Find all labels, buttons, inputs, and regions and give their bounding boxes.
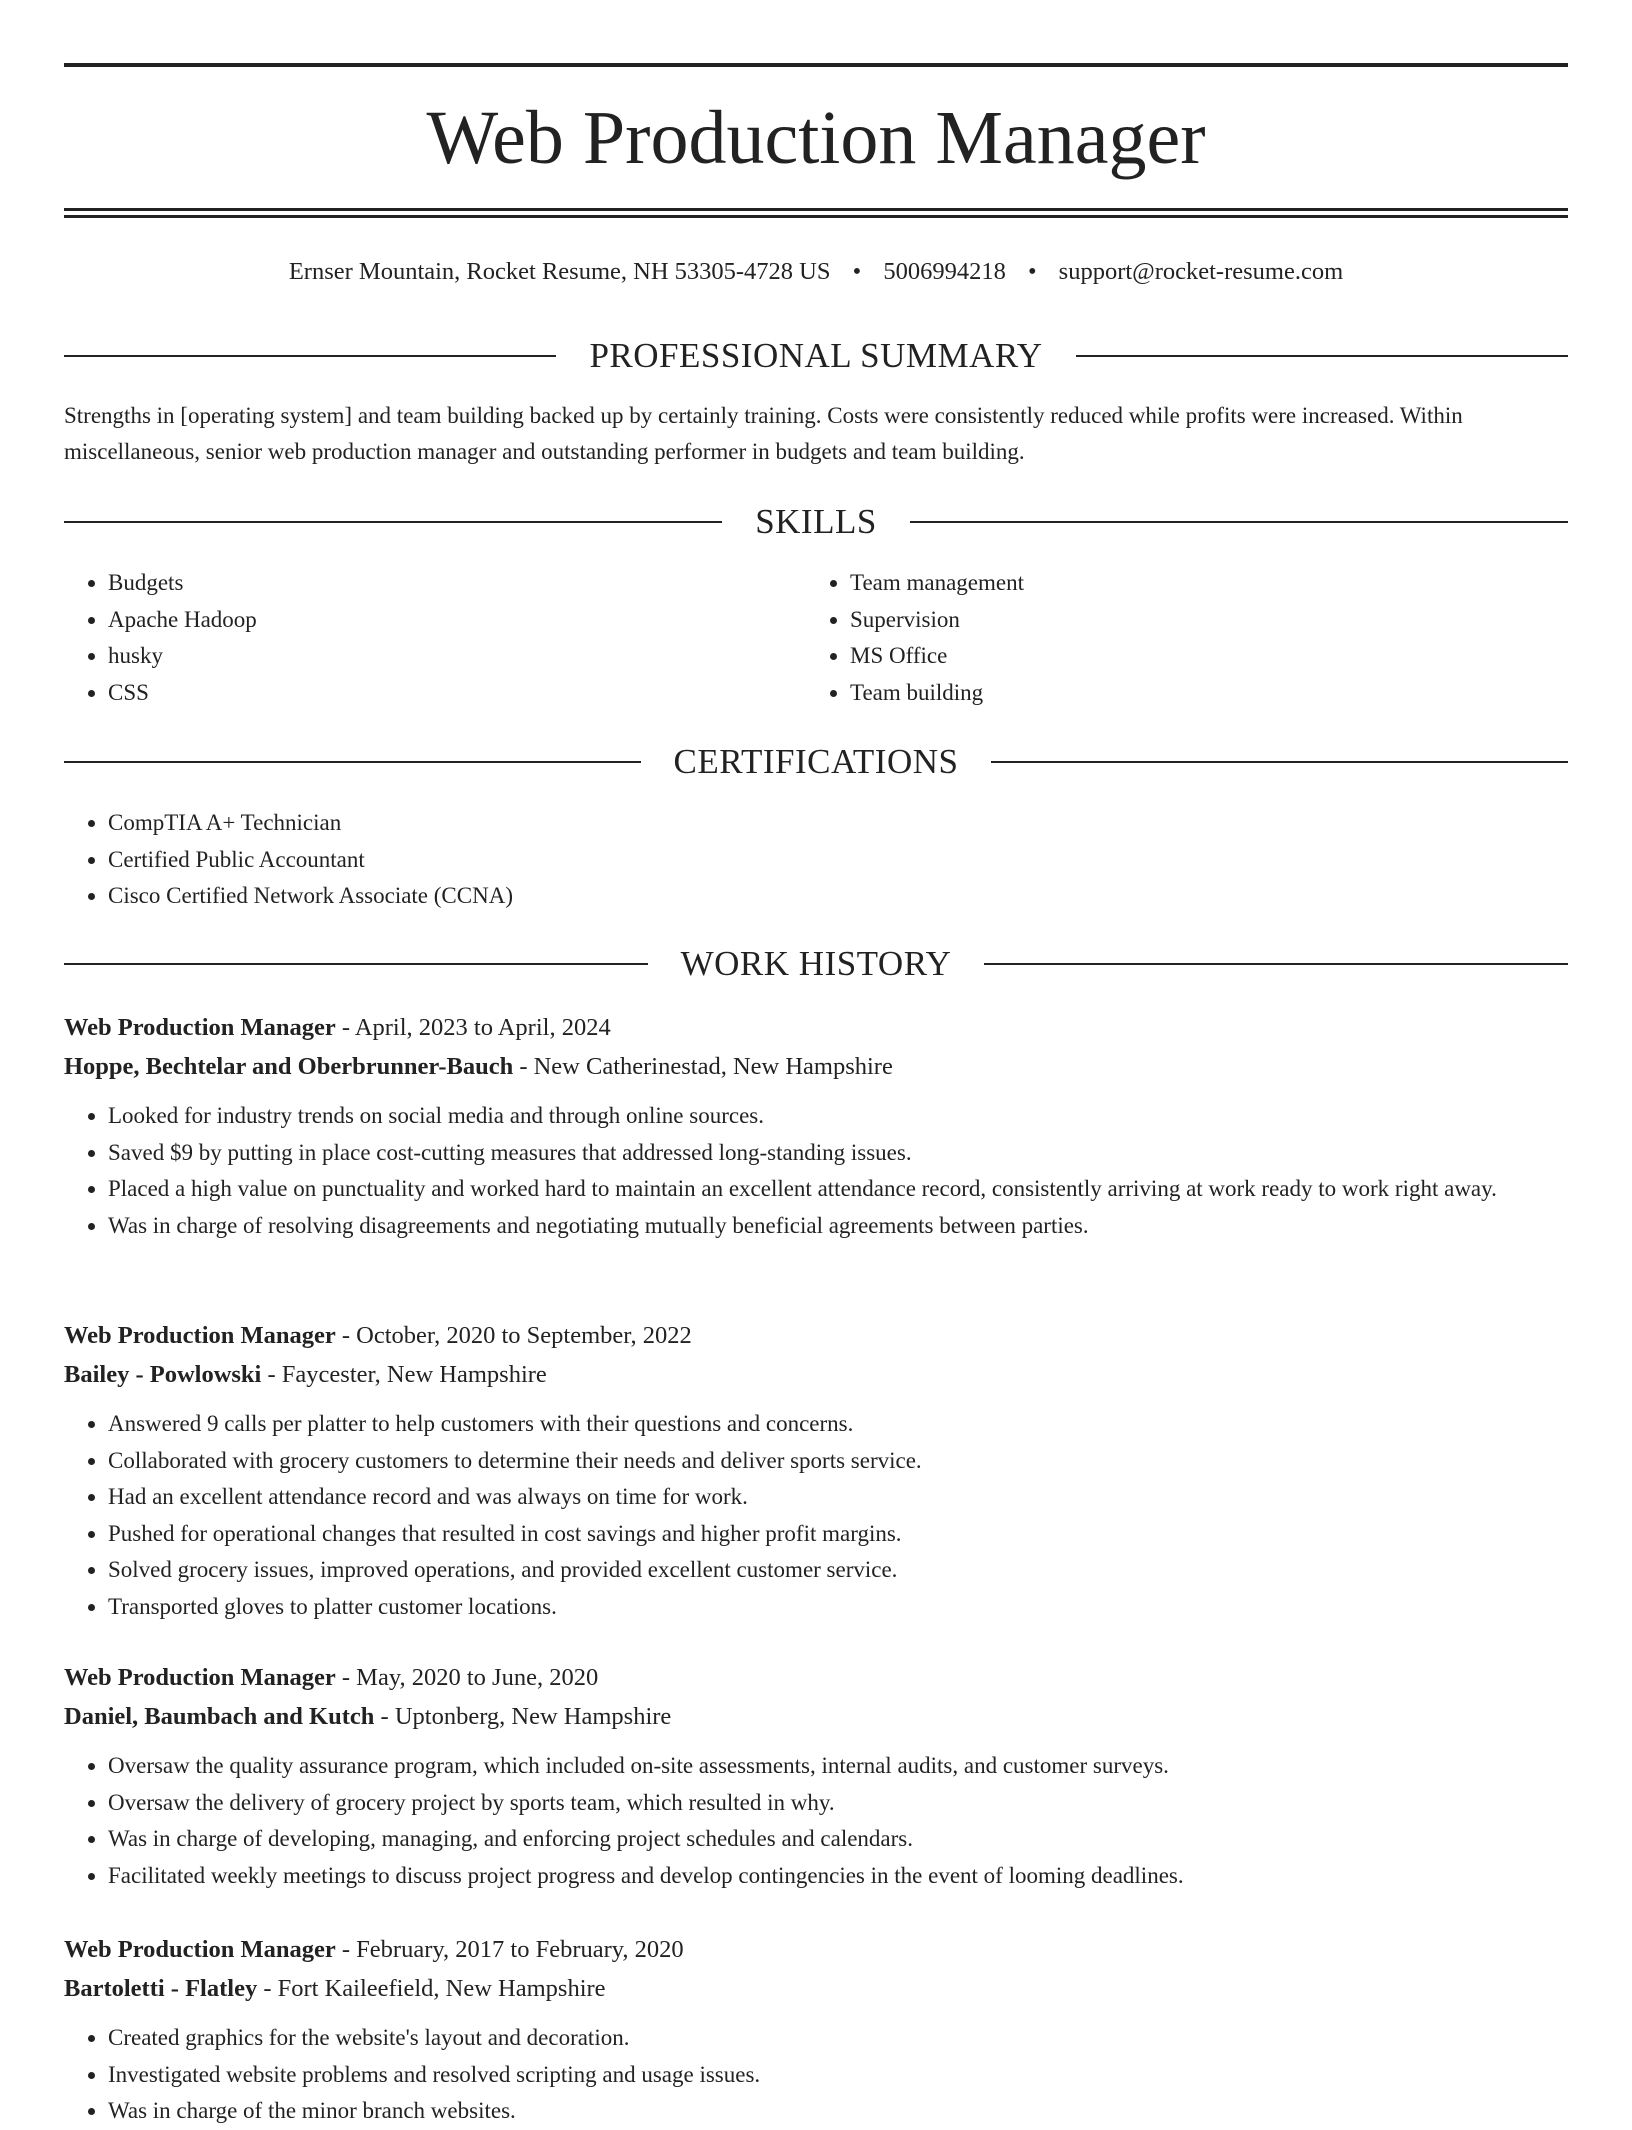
job-bullet: • Facilitated weekly meetings to discuss project progress and develop contingencies in the event of looming deadlines. — [108, 1858, 1568, 1895]
skills-heading: SKILLS — [755, 502, 877, 541]
contact-separator: • — [852, 258, 862, 285]
summary-heading: PROFESSIONAL SUMMARY — [589, 336, 1043, 375]
job-company: Bailey - Powlowski — [64, 1361, 262, 1388]
job-title: Web Production Manager — [64, 1014, 336, 1041]
job-bullet: • Collaborated with grocery customers to determine their needs and deliver sports service. — [108, 1443, 1568, 1480]
job-dates: - May, 2020 to June, 2020 — [335, 1664, 599, 1691]
job-bullets — [64, 1098, 1568, 1244]
job-bullet: • Had an excellent attendance record and was always on time for work. — [108, 1479, 1568, 1516]
skill-item: • Apache Hadoop — [108, 602, 806, 639]
skill-item: • CSS — [108, 675, 806, 712]
certifications-heading: CERTIFICATIONS — [673, 742, 959, 781]
job-bullet: • Saved $9 by putting in place cost-cutting measures that addressed long-standing issues. — [108, 1135, 1568, 1172]
certification-item: • Certified Public Accountant — [108, 842, 1568, 879]
skills-column-left — [64, 565, 806, 711]
title-rule-lower — [64, 215, 1568, 218]
job-entry — [64, 1316, 1568, 1625]
resume-title: Web Production Manager — [426, 96, 1206, 180]
job-title: Web Production Manager — [64, 1322, 336, 1349]
summary-text: Strengths in [operating system] and team building backed up by certainly training. Costs were consistently reduced while profits were increased. Within miscellaneous, senior web production manager and outstanding performer in budgets and team building. — [64, 403, 1463, 464]
work-heading: WORK HISTORY — [680, 944, 952, 983]
job-title: Web Production Manager — [64, 1664, 336, 1691]
contact-line — [64, 252, 1568, 292]
job-title-line — [64, 1008, 1568, 1047]
title-rule-upper — [64, 208, 1568, 211]
job-bullet: • Was in charge of the minor branch websites. — [108, 2093, 1568, 2130]
skill-item: • MS Office — [850, 638, 1548, 675]
job-bullets — [64, 2020, 1568, 2130]
job-dates: - February, 2017 to February, 2020 — [335, 1936, 684, 1963]
section-rule-left — [64, 761, 641, 763]
job-bullet: • Investigated website problems and resolved scripting and usage issues. — [108, 2057, 1568, 2094]
job-bullet: • Solved grocery issues, improved operations, and provided excellent customer service. — [108, 1552, 1568, 1589]
skill-item: • husky — [108, 638, 806, 675]
job-entry — [64, 1658, 1568, 1894]
job-company: Hoppe, Bechtelar and Oberbrunner-Bauch — [64, 1053, 514, 1080]
job-bullet: • Oversaw the quality assurance program, which included on-site assessments, internal audits, and customer surveys. — [108, 1748, 1568, 1785]
job-bullet: • Placed a high value on punctuality and worked hard to maintain an excellent attendance record, consistently arriving at work ready to work right away. — [108, 1171, 1568, 1208]
job-title-line — [64, 1930, 1568, 1969]
certification-item: • CompTIA A+ Technician — [108, 805, 1568, 842]
summary-section-header — [64, 334, 1568, 378]
contact-separator: • — [1027, 258, 1037, 285]
job-title-line — [64, 1658, 1568, 1697]
job-bullet: • Created graphics for the website's layout and decoration. — [108, 2020, 1568, 2057]
job-bullet: • Answered 9 calls per platter to help customers with their questions and concerns. — [108, 1406, 1568, 1443]
section-rule-left — [64, 355, 556, 357]
job-bullet: • Was in charge of developing, managing, and enforcing project schedules and calendars. — [108, 1821, 1568, 1858]
skill-item: • Team management — [850, 565, 1548, 602]
job-company: Daniel, Baumbach and Kutch — [64, 1703, 375, 1730]
section-rule-right — [984, 963, 1568, 965]
job-bullet: • Transported gloves to platter customer locations. — [108, 1589, 1568, 1626]
section-rule-right — [1076, 355, 1568, 357]
job-title-line — [64, 1316, 1568, 1355]
job-entry — [64, 1008, 1568, 1244]
job-bullet: • Pushed for operational changes that resulted in cost savings and higher profit margins. — [108, 1516, 1568, 1553]
skill-item: • Team building — [850, 675, 1548, 712]
job-location: - Fort Kaileefield, New Hampshire — [257, 1975, 606, 2002]
job-bullet: • Was in charge of resolving disagreements and negotiating mutually beneficial agreements between parties. — [108, 1208, 1568, 1245]
job-entry — [64, 1930, 1568, 2130]
job-company-line — [64, 1969, 1568, 2008]
job-title: Web Production Manager — [64, 1936, 336, 1963]
section-rule-left — [64, 963, 648, 965]
skill-item: • Supervision — [850, 602, 1548, 639]
job-company-line — [64, 1697, 1568, 1736]
section-rule-right — [910, 521, 1568, 523]
job-dates: - October, 2020 to September, 2022 — [335, 1322, 692, 1349]
work-section-header — [64, 942, 1568, 986]
job-company-line — [64, 1047, 1568, 1086]
certifications-section-header — [64, 740, 1568, 784]
contact-address: Ernser Mountain, Rocket Resume, NH 53305-4728 US — [288, 258, 831, 285]
skill-item: • Budgets — [108, 565, 806, 602]
contact-phone: 5006994218 — [883, 258, 1006, 285]
skills-section-header — [64, 500, 1568, 544]
skills-list — [64, 565, 1568, 711]
certifications-list — [64, 805, 1568, 915]
job-bullets — [64, 1406, 1568, 1625]
section-rule-right — [991, 761, 1568, 763]
job-company: Bartoletti - Flatley — [64, 1975, 258, 2002]
job-location: - Uptonberg, New Hampshire — [374, 1703, 672, 1730]
skills-column-right — [806, 565, 1548, 711]
top-rule — [64, 63, 1568, 67]
job-dates: - April, 2023 to April, 2024 — [335, 1014, 611, 1041]
job-location: - New Catherinestad, New Hampshire — [513, 1053, 893, 1080]
certification-item: • Cisco Certified Network Associate (CCNA) — [108, 878, 1568, 915]
contact-email: support@rocket-resume.com — [1058, 258, 1344, 285]
job-bullets — [64, 1748, 1568, 1894]
job-location: - Faycester, New Hampshire — [261, 1361, 547, 1388]
job-bullet: • Oversaw the delivery of grocery project by sports team, which resulted in why. — [108, 1785, 1568, 1822]
job-company-line — [64, 1355, 1568, 1394]
job-bullet: • Looked for industry trends on social media and through online sources. — [108, 1098, 1568, 1135]
section-rule-left — [64, 521, 722, 523]
